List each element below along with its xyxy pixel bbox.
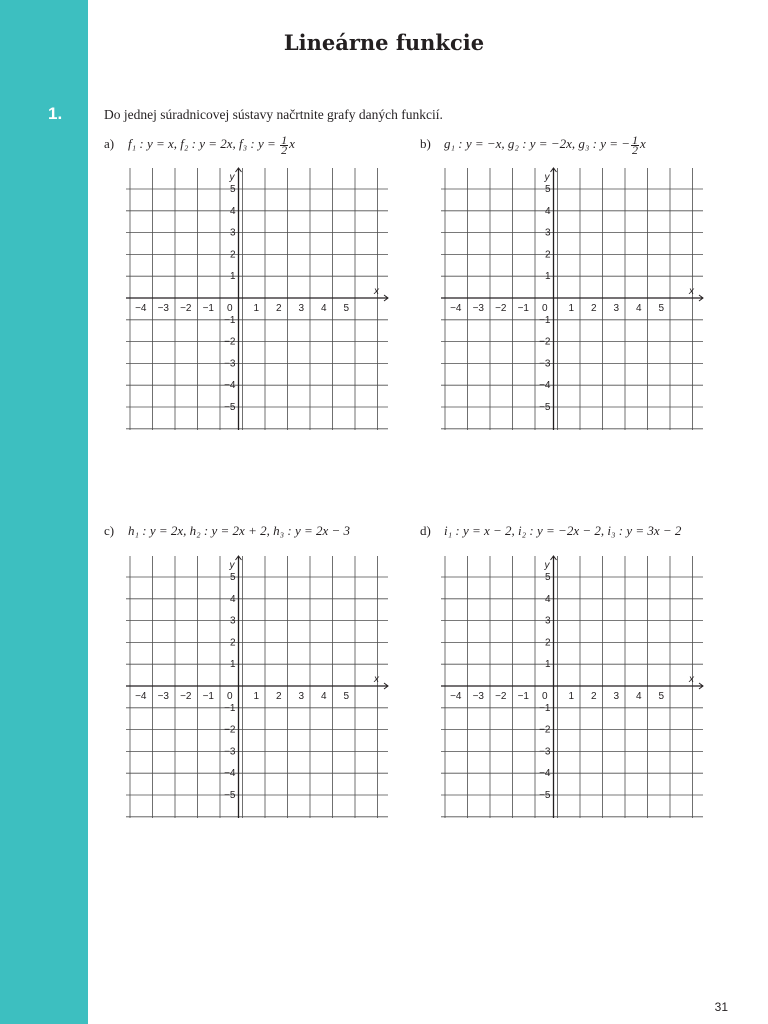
x-tick-label: 1 — [253, 691, 259, 702]
x-tick-label: −2 — [495, 691, 507, 702]
y-tick-label: 1 — [229, 271, 236, 283]
task-formula — [128, 133, 295, 157]
task-d — [420, 523, 681, 539]
sidebar-band — [0, 0, 88, 1024]
formula-text: x — [289, 136, 295, 152]
x-tick-label: −4 — [135, 691, 147, 702]
y-tick-label: −1 — [539, 702, 551, 714]
y-tick-label: −4 — [224, 768, 236, 780]
x-tick-label: −3 — [157, 691, 169, 702]
task-label: b) — [420, 136, 431, 152]
x-tick-label: 3 — [613, 691, 619, 702]
x-tick-label: −1 — [202, 691, 214, 702]
y-tick-label: −3 — [224, 746, 236, 758]
task-c — [104, 523, 350, 539]
x-tick-label: 4 — [635, 691, 642, 702]
x-tick-label: −2 — [180, 303, 192, 314]
y-tick-label: 2 — [229, 637, 236, 649]
y-tick-label: −2 — [539, 724, 551, 736]
x-tick-label: −4 — [450, 303, 462, 314]
x-tick-label: 2 — [590, 691, 597, 702]
y-tick-label: 5 — [229, 184, 236, 195]
task-b — [420, 133, 646, 157]
y-tick-label: 2 — [229, 249, 236, 261]
fraction-denominator: 2 — [281, 143, 288, 157]
coordinate-grid-d — [441, 556, 703, 818]
task-label: d) — [420, 523, 431, 538]
y-tick-label: 1 — [229, 659, 236, 671]
x-tick-label: 2 — [275, 691, 282, 702]
y-tick-label: 4 — [544, 593, 551, 605]
fraction — [631, 133, 639, 157]
y-tick-label: 4 — [229, 593, 236, 605]
y-tick-label: −4 — [539, 380, 551, 392]
x-tick-label: −4 — [135, 303, 147, 314]
x-tick-label: 4 — [635, 303, 642, 314]
x-tick-label: −1 — [202, 303, 214, 314]
x-tick-label: −3 — [472, 691, 484, 702]
task-formula — [444, 133, 646, 157]
coordinate-grid-b — [441, 168, 703, 430]
y-tick-label: −5 — [539, 790, 551, 801]
y-tick-label: −5 — [224, 790, 236, 801]
y-tick-label: 5 — [544, 572, 551, 583]
y-tick-label: −3 — [539, 358, 551, 370]
formula-text: x — [640, 136, 646, 152]
x-tick-label: 4 — [320, 303, 327, 314]
x-tick-label: 5 — [343, 303, 349, 314]
y-tick-label: 1 — [544, 659, 551, 671]
y-axis-label: y — [229, 172, 235, 183]
page-title: Lineárne funkcie — [283, 30, 485, 55]
x-tick-label: 5 — [343, 691, 349, 702]
y-tick-label: −4 — [224, 380, 236, 392]
y-tick-label: 2 — [544, 637, 551, 649]
y-tick-label: 5 — [544, 184, 551, 195]
y-tick-label: 4 — [229, 205, 236, 217]
x-tick-label: 5 — [658, 303, 664, 314]
y-tick-label: −2 — [539, 336, 551, 348]
x-tick-label: −2 — [495, 303, 507, 314]
x-tick-label: −3 — [472, 303, 484, 314]
fraction-denominator: 2 — [632, 143, 639, 157]
fraction — [280, 133, 288, 157]
formula-text: f₁ : y = x, f₂ : y = 2x, f₃ : y = — [128, 136, 280, 152]
coordinate-grid-a — [126, 168, 388, 430]
y-tick-label: 3 — [544, 227, 551, 239]
x-tick-label: 1 — [253, 303, 259, 314]
exercise-number: 1. — [48, 104, 63, 123]
y-axis-label: y — [544, 560, 550, 571]
x-tick-label: −4 — [450, 691, 462, 702]
y-tick-label: 4 — [544, 205, 551, 217]
x-tick-label: 0 — [226, 303, 233, 314]
x-tick-label: 3 — [613, 303, 619, 314]
y-tick-label: −2 — [224, 336, 236, 348]
x-axis-label: x — [689, 286, 694, 297]
formula-text: g₁ : y = −x, g₂ : y = −2x, g₃ : y = − — [444, 136, 631, 152]
fraction-numerator: 1 — [281, 133, 288, 147]
x-tick-label: 1 — [568, 303, 574, 314]
y-tick-label: −5 — [539, 402, 551, 413]
x-axis-label: x — [689, 674, 694, 685]
page-number: 31 — [714, 1000, 728, 1014]
task-a — [104, 133, 295, 157]
x-tick-label: 4 — [320, 691, 327, 702]
task-formula: h₁ : y = 2x, h₂ : y = 2x + 2, h₃ : y = 2x − 3 — [128, 523, 351, 538]
y-tick-label: −4 — [539, 768, 551, 780]
y-tick-label: −5 — [224, 402, 236, 413]
coordinate-grid-c — [126, 556, 388, 818]
y-tick-label: 2 — [544, 249, 551, 261]
x-tick-label: 2 — [590, 303, 597, 314]
y-tick-label: −1 — [224, 314, 236, 326]
exercise-instruction: Do jednej súradnicovej sústavy načrtnite grafy daných funkcií. — [104, 107, 443, 122]
y-axis-label: y — [229, 560, 235, 571]
x-tick-label: 3 — [298, 691, 304, 702]
x-tick-label: 0 — [541, 303, 548, 314]
y-axis-label: y — [544, 172, 550, 183]
y-tick-label: 3 — [229, 615, 236, 627]
x-tick-label: 0 — [226, 691, 233, 702]
y-tick-label: −3 — [539, 746, 551, 758]
x-tick-label: 5 — [658, 691, 664, 702]
x-tick-label: 3 — [298, 303, 304, 314]
fraction-numerator: 1 — [632, 133, 639, 147]
x-tick-label: −1 — [517, 303, 529, 314]
y-tick-label: 3 — [229, 227, 236, 239]
x-tick-label: −1 — [517, 691, 529, 702]
x-axis-label: x — [374, 286, 379, 297]
y-tick-label: −2 — [224, 724, 236, 736]
x-tick-label: 2 — [275, 303, 282, 314]
x-tick-label: −3 — [157, 303, 169, 314]
y-tick-label: 3 — [544, 615, 551, 627]
y-tick-label: −1 — [539, 314, 551, 326]
task-formula: i₁ : y = x − 2, i₂ : y = −2x − 2, i₃ : y = 3x − 2 — [444, 523, 682, 538]
task-label: c) — [104, 523, 115, 538]
y-tick-label: −3 — [224, 358, 236, 370]
x-axis-label: x — [374, 674, 379, 685]
x-tick-label: 1 — [568, 691, 574, 702]
x-tick-label: 0 — [541, 691, 548, 702]
y-tick-label: −1 — [224, 702, 236, 714]
x-tick-label: −2 — [180, 691, 192, 702]
y-tick-label: 5 — [229, 572, 236, 583]
y-tick-label: 1 — [544, 271, 551, 283]
task-label: a) — [104, 136, 115, 152]
